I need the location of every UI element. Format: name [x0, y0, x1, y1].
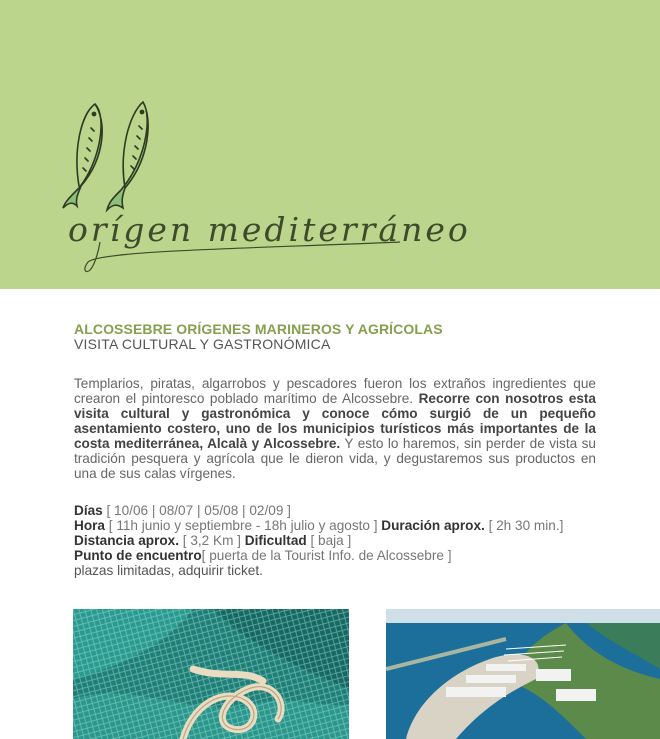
- duracion-value: [ 2h 30 min.]: [484, 518, 564, 533]
- punto-label: Punto de encuentro: [74, 548, 202, 563]
- brand-flourish-icon: [70, 240, 410, 274]
- tour-description: [74, 376, 596, 481]
- header-banner: [0, 0, 660, 289]
- duracion-label: Duración aprox.: [381, 518, 485, 533]
- hora-value: [ 11h junio y septiembre - 18h julio y agosto ]: [104, 518, 382, 533]
- info-distancia: [74, 533, 596, 548]
- dias-label: Días: [74, 503, 103, 518]
- description-intro: Templarios, piratas, algarrobos y pescadores fueron los extraños ingredientes que crearon el pintoresco poblado marítimo de Alcossebre.: [74, 376, 596, 406]
- hora-label: Hora: [74, 518, 105, 533]
- description-highlight: Recorre con nosotros esta visita cultural y gastronómica y conoce cómo surgió de un pequeño asentamiento costero, uno de los municipios turísticos más importantes de la costa mediterránea, Alcalà y Alcossebre.: [74, 391, 596, 451]
- distancia-label: Distancia aprox.: [74, 533, 180, 548]
- marina-photo: [386, 609, 660, 739]
- tour-content: [74, 322, 596, 578]
- fish-logo-icon: [55, 98, 155, 216]
- brand-logo-text: orígen mediterráneo: [68, 210, 471, 249]
- tour-title: ALCOSSEBRE ORÍGENES MARINEROS Y AGRÍCOLAS: [74, 321, 443, 337]
- dificultad-label: Dificultad: [244, 533, 307, 548]
- punto-value: [ puerta de la Tourist Info. de Alcossebre ]: [201, 548, 452, 563]
- distancia-value: [ 3,2 Km ]: [179, 533, 245, 548]
- info-hora: [74, 518, 596, 533]
- fishing-nets-photo: [73, 609, 349, 739]
- dificultad-value: [ baja ]: [306, 533, 352, 548]
- description-outro: Y esto lo haremos, sin perder de vista su tradición pesquera y agrícola que le dieron vida, y degustaremos sus productos en una de sus calas vírgenes.: [74, 436, 596, 481]
- info-note: plazas limitadas, adquirir ticket.: [74, 563, 263, 578]
- tour-subtitle: VISITA CULTURAL Y GASTRONÓMICA: [74, 336, 331, 352]
- info-dias: [74, 503, 596, 518]
- info-punto: [74, 548, 596, 563]
- dias-value: [ 10/06 | 08/07 | 05/08 | 02/09 ]: [102, 503, 291, 518]
